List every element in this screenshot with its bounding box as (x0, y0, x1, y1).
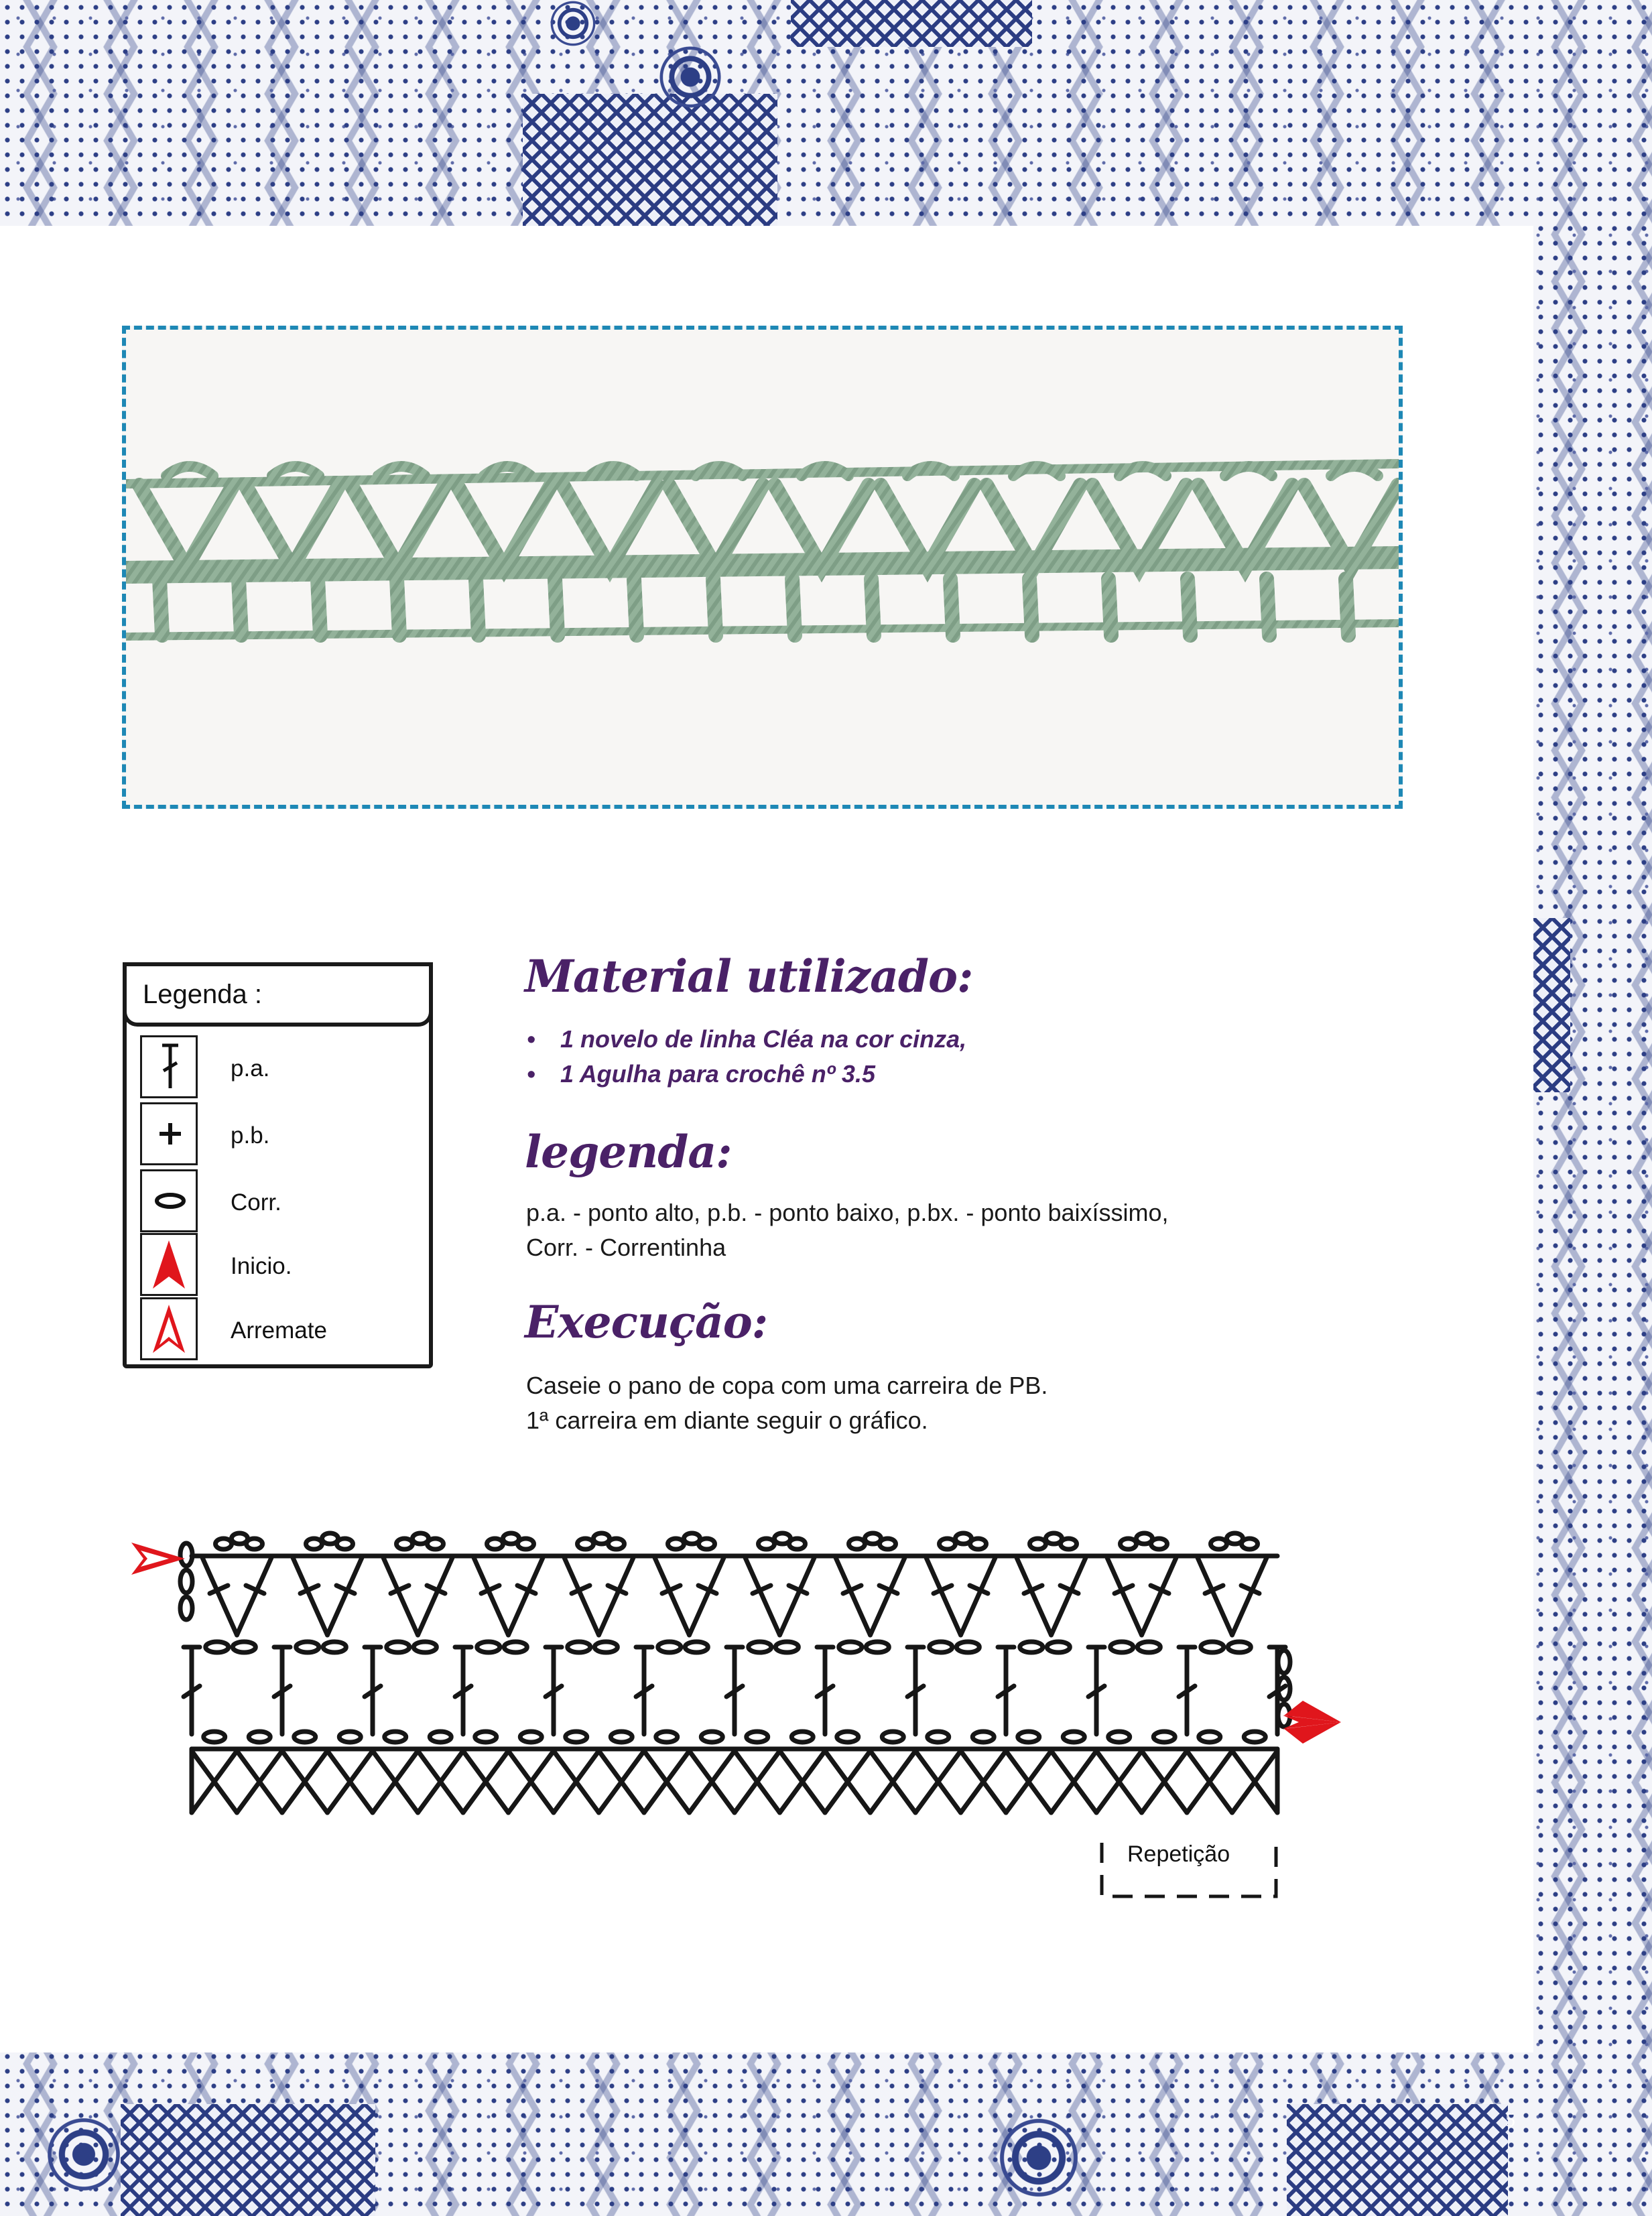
chain-stitch (749, 1642, 771, 1652)
pa-stitch (926, 1558, 960, 1635)
chain-stitch (339, 1732, 361, 1742)
legend-label-start: Inicio. (231, 1253, 292, 1279)
chain-stitch (1020, 1642, 1043, 1652)
pa-stitch (1107, 1558, 1141, 1635)
pa-icon (140, 1035, 198, 1098)
picot-chain (397, 1539, 413, 1549)
chain-stitch (430, 1732, 451, 1742)
legend-row-chain (140, 1169, 422, 1232)
yarn-post (1188, 579, 1190, 635)
chain-stitch (658, 1642, 681, 1652)
picot-chain (428, 1539, 444, 1549)
legend-label-pb: p.b. (231, 1122, 270, 1149)
picot-chain (1242, 1539, 1258, 1549)
picot-chain (1030, 1539, 1046, 1549)
chain-stitch (566, 1732, 587, 1742)
pa-stitch (202, 1558, 237, 1635)
pa-stitch (745, 1558, 779, 1635)
yarn-post (555, 579, 558, 635)
chain-stitch (1228, 1642, 1251, 1652)
execucao-heading: Execução: (525, 1296, 768, 1348)
chain-stitch (414, 1642, 436, 1652)
material-heading: Material utilizado: (525, 950, 973, 1002)
chain-stitch (520, 1732, 542, 1742)
chain-stitch (1047, 1642, 1070, 1652)
legenda-line-1: p.a. - ponto alto, p.b. - ponto baixo, p.bx. - ponto baixíssimo, (526, 1199, 1169, 1226)
yarn-post (792, 579, 795, 635)
decorative-lattice-top (791, 0, 1032, 47)
yarn-v (245, 485, 339, 568)
turning-chain (1278, 1650, 1290, 1673)
legend-label-end: Arremate (231, 1317, 327, 1344)
chain-stitch (323, 1642, 346, 1652)
decorative-lattice-bottom (121, 2104, 375, 2216)
chain-stitch (747, 1732, 768, 1742)
legend-label-pa: p.a. (231, 1055, 270, 1082)
picot-chain (487, 1539, 503, 1549)
chain-stitch (930, 1642, 952, 1652)
pb-icon (140, 1102, 198, 1165)
pa-stitch (780, 1558, 814, 1635)
picot-chain (337, 1539, 353, 1549)
pa-stitch (599, 1558, 633, 1635)
yarn-post (871, 579, 874, 635)
chain-stitch (387, 1642, 409, 1652)
legend-row-end (140, 1297, 422, 1360)
chain-stitch (296, 1642, 319, 1652)
pa-stitch (383, 1558, 418, 1635)
legend-row-pa (140, 1035, 422, 1098)
picot-chain (1211, 1539, 1227, 1549)
chain-stitch (685, 1642, 708, 1652)
chain-stitch (1199, 1732, 1220, 1742)
pa-stitch (418, 1558, 452, 1635)
legend-title: Legenda : (143, 980, 262, 1009)
chain-stitch (1137, 1642, 1160, 1652)
chain-stitch (1108, 1732, 1130, 1742)
chain-stitch (656, 1732, 678, 1742)
yarn-v (457, 485, 551, 568)
picot-chain (247, 1539, 263, 1549)
material-list (523, 1022, 966, 1092)
picot-chain (306, 1539, 322, 1549)
legend-box (123, 962, 433, 1368)
chain-stitch (701, 1732, 722, 1742)
execucao-line-1: Caseie o pano de copa com uma carreira de PB. (526, 1372, 1048, 1399)
yarn-post (160, 579, 162, 635)
pa-stitch (293, 1558, 327, 1635)
chain-stitch (294, 1732, 316, 1742)
yarn-post (397, 579, 399, 635)
chain-stitch (249, 1732, 270, 1742)
chain-stitch (594, 1642, 617, 1652)
material-item: • 1 Agulha para crochê nº 3.5 (523, 1057, 966, 1092)
chain-stitch (1018, 1732, 1039, 1742)
yarn-post (950, 579, 953, 635)
material-item: • 1 novelo de linha Cléa na cor cinza, (523, 1022, 966, 1057)
legend-header (123, 962, 433, 1027)
yarn-picot (272, 466, 319, 476)
picot-chain (789, 1539, 806, 1549)
pa-stitch (237, 1558, 271, 1635)
chain-stitch (1110, 1642, 1133, 1652)
picot-chain (759, 1539, 775, 1549)
yarn-post (476, 579, 479, 635)
chain-stitch (837, 1732, 859, 1742)
crochet-photo (122, 326, 1403, 809)
yarn-v (351, 485, 445, 568)
chain-stitch (206, 1642, 229, 1652)
yarn-post (1267, 579, 1269, 635)
yarn-post (1346, 579, 1348, 635)
picot-chain (609, 1539, 625, 1549)
picot-chain (216, 1539, 232, 1549)
pa-stitch (836, 1558, 870, 1635)
decorative-lattice-bottom-2 (1287, 2104, 1508, 2216)
yarn-band (126, 558, 1399, 572)
start-arrow-icon (140, 1233, 198, 1296)
yarn-picot (166, 466, 213, 476)
turning-chain (180, 1570, 192, 1593)
page-number: 5 (1505, 2109, 1515, 2131)
decorative-flower-top-2 (653, 40, 727, 114)
pa-stitch (871, 1558, 905, 1635)
chain-stitch (791, 1732, 813, 1742)
crochet-lace-illustration (126, 330, 1399, 805)
pa-stitch (1232, 1558, 1267, 1635)
picot-chain (699, 1539, 715, 1549)
picot-chain (668, 1539, 684, 1549)
chain-stitch (475, 1732, 497, 1742)
yarn-post (713, 579, 716, 635)
chain-stitch (504, 1642, 527, 1652)
chain-stitch (928, 1732, 949, 1742)
pa-stitch (509, 1558, 543, 1635)
pa-stitch (328, 1558, 362, 1635)
chain-stitch (775, 1642, 798, 1652)
pa-stitch (961, 1558, 995, 1635)
pa-stitch (1052, 1558, 1086, 1635)
pa-stitch (690, 1558, 724, 1635)
picot-chain (940, 1539, 956, 1549)
yarn-picot (378, 466, 425, 476)
decorative-flower-bottom-2 (992, 2111, 1086, 2205)
chain-stitch (882, 1732, 903, 1742)
chain-stitch (1063, 1732, 1084, 1742)
picot-chain (880, 1539, 896, 1549)
chain-icon (140, 1169, 198, 1232)
chain-stitch (839, 1642, 862, 1652)
repeat-label: Repetição (1127, 1841, 1230, 1867)
yarn-v (139, 485, 233, 568)
legend-row-start (140, 1233, 422, 1296)
turning-chain (180, 1597, 192, 1620)
chain-stitch (1244, 1732, 1265, 1742)
yarn-post (239, 579, 241, 635)
chain-stitch (204, 1732, 225, 1742)
decorative-flower-bottom (40, 2111, 127, 2198)
picot-chain (1121, 1539, 1137, 1549)
pa-stitch (564, 1558, 598, 1635)
legenda-heading: legenda: (525, 1126, 732, 1178)
picot-chain (1061, 1539, 1077, 1549)
chain-stitch (233, 1642, 255, 1652)
yarn-post (634, 579, 637, 635)
decorative-lattice-top-2 (523, 94, 777, 228)
decorative-lattice-right (1533, 918, 1570, 1092)
pa-stitch (474, 1558, 508, 1635)
pa-stitch (655, 1558, 689, 1635)
end-arrow-icon (140, 1297, 198, 1360)
picot-chain (849, 1539, 865, 1549)
picot-chain (970, 1539, 987, 1549)
yarn-post (1029, 579, 1032, 635)
legend-label-chain: Corr. (231, 1189, 281, 1216)
pa-stitch (1017, 1558, 1051, 1635)
pa-stitch (1198, 1558, 1232, 1635)
yarn-post (318, 579, 320, 635)
legenda-line-2: Corr. - Correntinha (526, 1234, 726, 1261)
execucao-line-2: 1ª carreira em diante seguir o gráfico. (526, 1407, 928, 1434)
chain-stitch (477, 1642, 500, 1652)
chain-stitch (956, 1642, 979, 1652)
chain-stitch (1153, 1732, 1175, 1742)
chain-stitch (866, 1642, 889, 1652)
chain-stitch (1201, 1642, 1224, 1652)
legend-row-pb (140, 1102, 422, 1165)
picot-chain (1151, 1539, 1167, 1549)
decorative-flower-top (543, 0, 603, 47)
pa-stitch (1142, 1558, 1176, 1635)
chain-stitch (611, 1732, 632, 1742)
chain-stitch (972, 1732, 994, 1742)
picot-chain (518, 1539, 534, 1549)
chain-stitch (385, 1732, 406, 1742)
yarn-post (1108, 579, 1111, 635)
chain-stitch (568, 1642, 590, 1652)
picot-chain (578, 1539, 594, 1549)
